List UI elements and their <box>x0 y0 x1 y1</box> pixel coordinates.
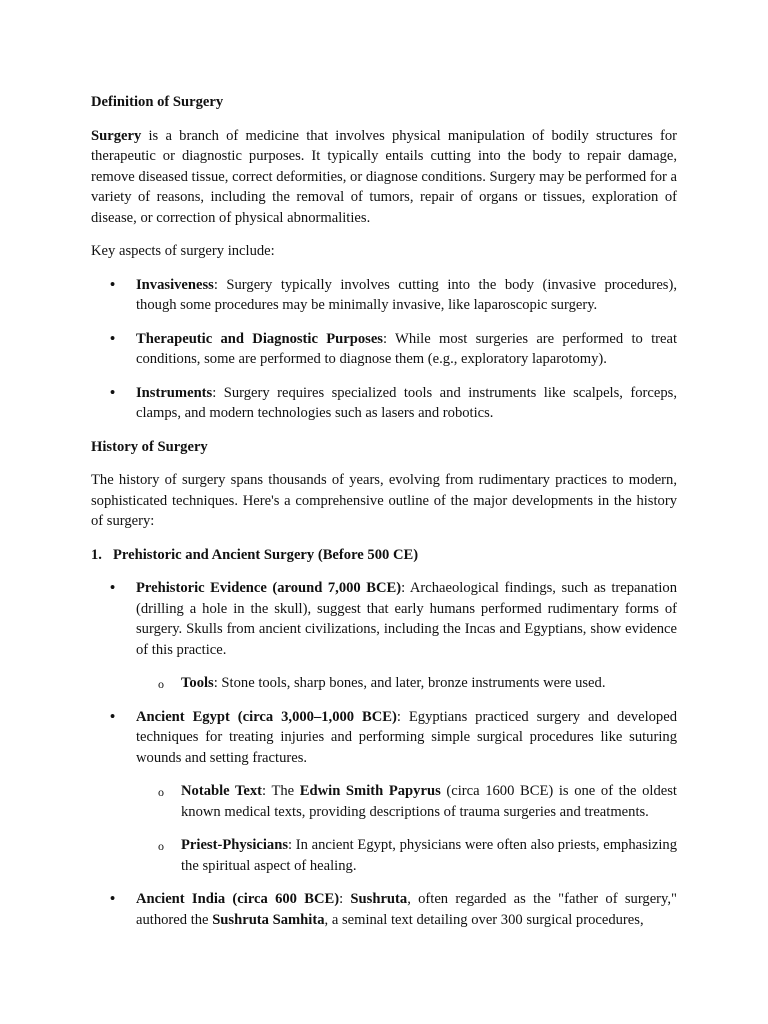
item-term: Notable Text <box>181 783 263 799</box>
list-item-invasiveness <box>110 275 677 316</box>
section-number: 1. <box>91 546 102 563</box>
item-text: : <box>339 891 351 907</box>
list-item-instruments <box>110 383 677 424</box>
key-aspects-intro: Key aspects of surgery include: <box>91 243 275 259</box>
item-text: : While most surgeries are performed to treat conditions, some are performed to diagnose them (e.g., exploratory laparotomy). <box>136 330 678 367</box>
bullet-marker: • <box>110 276 116 293</box>
definition-heading: Definition of Surgery <box>91 94 224 110</box>
item-text: : The <box>262 783 300 799</box>
sub-item-notable-text <box>158 781 677 822</box>
item-term: Tools <box>181 675 214 691</box>
bullet-marker: • <box>110 708 116 725</box>
item-text: : Surgery typically involves cutting into the body (invasive procedures), though some procedures may be minimally invasive, like laparoscopic surgery. <box>136 276 677 313</box>
bullet-marker: • <box>110 330 116 347</box>
item-text: : Egyptians practiced surgery and developed techniques for treating injuries and performing simple surgical procedures like suturing wounds and setting fractures. <box>136 708 677 766</box>
bullet-marker: • <box>110 891 116 907</box>
item-term: Prehistoric Evidence (around 7,000 BCE) <box>136 580 402 596</box>
sub-bullet-marker: o <box>158 677 164 691</box>
sub-item-tools <box>158 673 677 694</box>
document-content <box>91 92 677 930</box>
samhita-name: Sushruta Samhita <box>212 911 325 928</box>
bullet-marker: • <box>110 580 116 596</box>
item-term: Priest-Physicians <box>181 837 289 853</box>
list-item-purposes <box>110 329 678 370</box>
surgery-term: Surgery <box>91 127 142 144</box>
list-item-egypt <box>110 707 677 769</box>
sushruta-name: Sushruta <box>350 891 408 907</box>
papyrus-name: Edwin Smith Papyrus <box>299 783 441 799</box>
item-text: : In ancient Egypt, physicians were often also priests, emphasizing the spiritual aspect of healing. <box>181 837 677 874</box>
item-term: Ancient India (circa 600 BCE) <box>136 891 340 907</box>
definition-paragraph <box>91 126 677 229</box>
item-text: , a seminal text detailing over 300 surgical procedures, <box>324 911 644 928</box>
list-item-prehistoric <box>110 578 678 660</box>
bullet-marker: • <box>110 384 116 401</box>
history-heading: History of Surgery <box>91 438 208 455</box>
item-text: : Archaeological findings, such as trepanation (drilling a hole in the skull), suggest that early humans performed rudimentary forms of surgery. Skulls from ancient civilizations, including the Incas and Egyptians, show evidence of this practice. <box>136 580 678 658</box>
item-term: Instruments <box>136 384 213 401</box>
definition-text: is a branch of medicine that involves physical manipulation of bodily structures for therapeutic or diagnostic purposes. It typically entails cutting into the body to repair damage, remove diseased tissue, correct deformities, or diagnose conditions. Surgery may be performed for a variety of reasons, including the removal of tumors, repair of organs or tissues, exploration of disease, or correction of physical abnormalities. <box>91 127 677 226</box>
item-text: , often regarded as the "father of surgery," authored the <box>136 891 677 928</box>
list-item-india <box>110 889 677 930</box>
item-text: (circa 1600 BCE) is one of the oldest known medical texts, providing descriptions of trauma surgeries and treatments. <box>181 783 677 820</box>
history-intro: The history of surgery spans thousands of years, evolving from rudimentary practices to modern, sophisticated techniques. Here's a comprehensive outline of the major developments in the history of surgery: <box>91 472 677 529</box>
sub-bullet-marker: o <box>158 839 164 853</box>
item-text: : Stone tools, sharp bones, and later, bronze instruments were used. <box>213 675 606 691</box>
item-term: Invasiveness <box>136 276 214 293</box>
sub-item-priest-physicians <box>158 835 677 876</box>
item-term: Ancient Egypt (circa 3,000–1,000 BCE) <box>136 708 397 725</box>
section-1-title <box>91 545 677 566</box>
section-title-text: Prehistoric and Ancient Surgery (Before 500 CE) <box>113 546 419 563</box>
item-text: : Surgery requires specialized tools and instruments like scalpels, forceps, clamps, and modern technologies such as lasers and robotics. <box>136 384 677 421</box>
sub-bullet-marker: o <box>158 785 164 799</box>
item-term: Therapeutic and Diagnostic Purposes <box>136 330 383 347</box>
